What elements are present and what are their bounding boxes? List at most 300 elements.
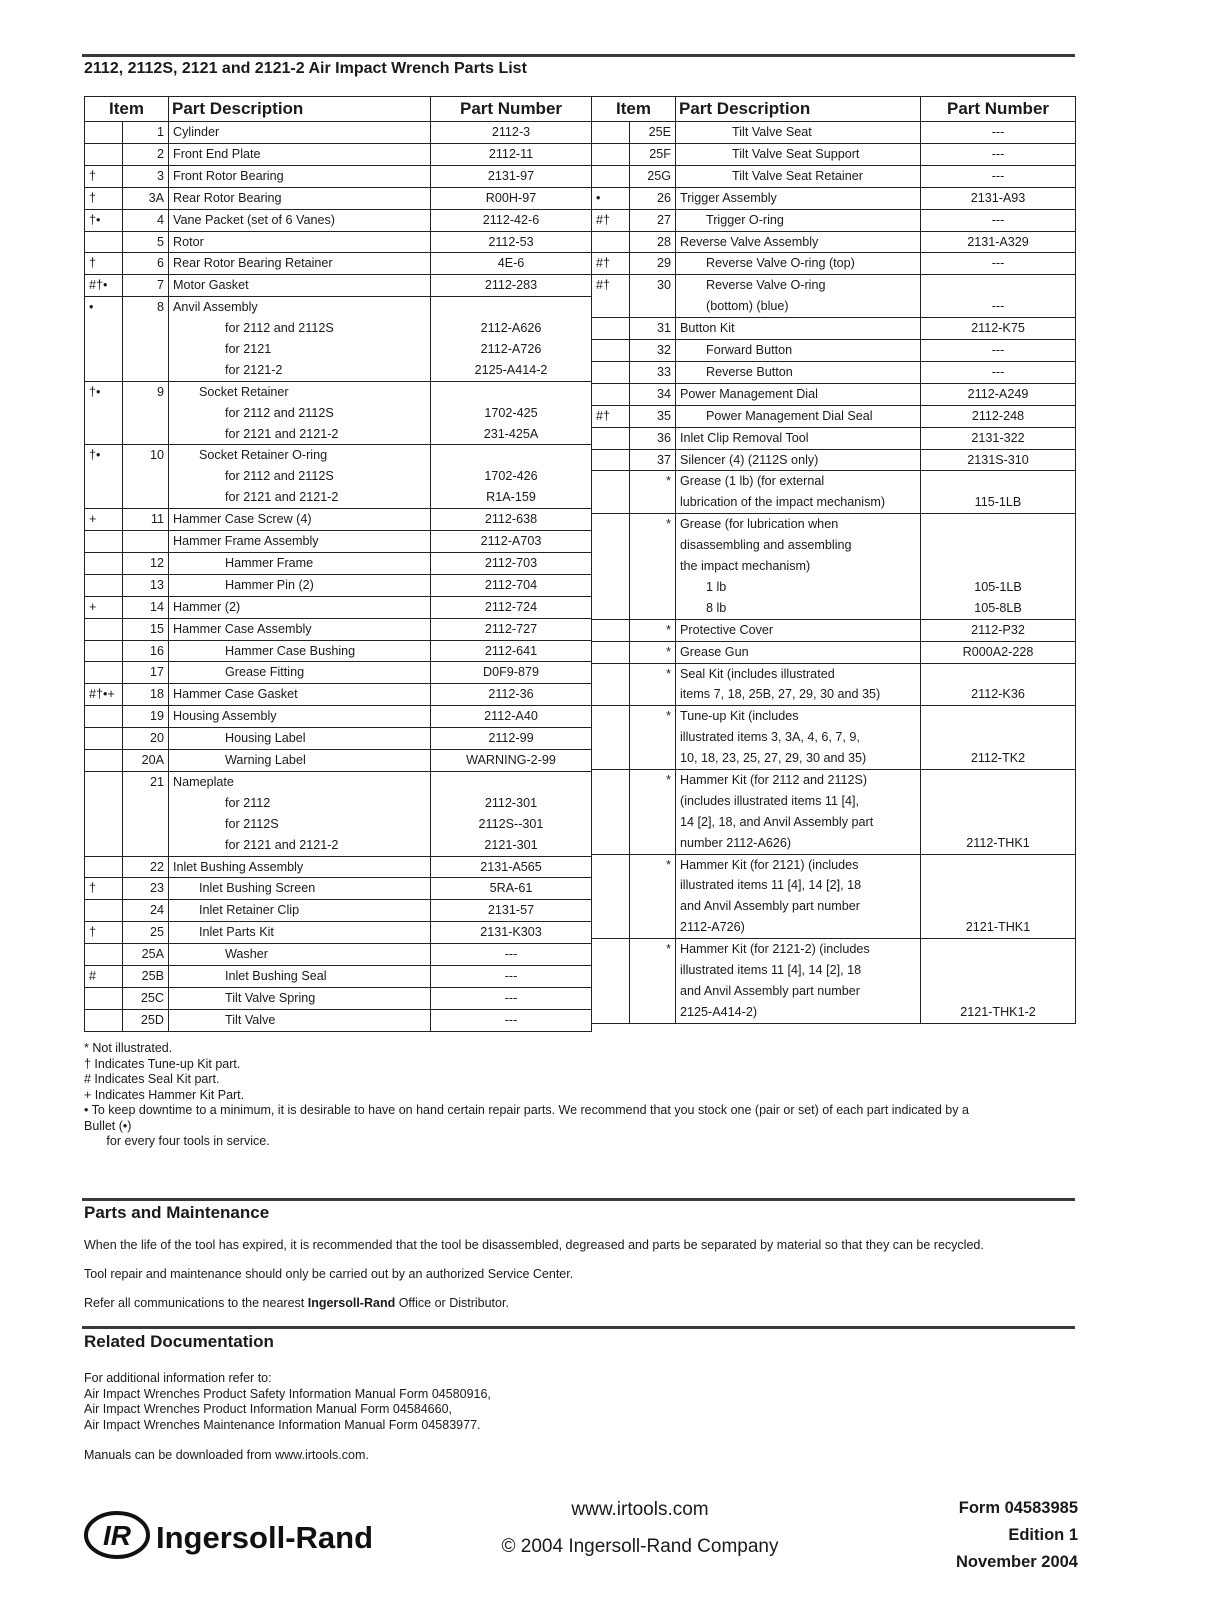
kit-marker bbox=[85, 122, 123, 144]
part-description bbox=[676, 769, 921, 854]
part-number-line: 2112-A726 bbox=[480, 342, 542, 357]
part-number-line: 2112-A40 bbox=[484, 709, 538, 724]
kit-marker: †• bbox=[85, 209, 123, 231]
item-number: 29 bbox=[630, 253, 676, 275]
table-row bbox=[85, 988, 592, 1010]
description-line: Hammer Frame bbox=[225, 555, 314, 570]
table-row bbox=[85, 944, 592, 966]
doc-line: For additional information refer to: bbox=[84, 1371, 272, 1385]
kit-marker bbox=[592, 619, 630, 641]
part-number-line: 2131-A329 bbox=[967, 234, 1029, 249]
item-number bbox=[123, 531, 169, 553]
table-row bbox=[85, 509, 592, 531]
part-description bbox=[169, 944, 431, 966]
description-line: Tilt Valve Seat Support bbox=[732, 146, 860, 161]
part-number-line: 2112-283 bbox=[484, 278, 538, 293]
part-number-line: --- bbox=[991, 256, 1005, 271]
description-line: Inlet Retainer Clip bbox=[199, 903, 300, 918]
table-row bbox=[85, 253, 592, 275]
item-number: 37 bbox=[630, 449, 676, 471]
part-description bbox=[676, 143, 921, 165]
table-row bbox=[592, 641, 1076, 663]
part-number-line: 2125-A414-2 bbox=[474, 362, 548, 377]
item-number: 6 bbox=[123, 253, 169, 275]
description-line: for 2112 bbox=[225, 795, 271, 810]
part-number bbox=[921, 231, 1076, 253]
part-number-line bbox=[925, 960, 1071, 981]
kit-marker bbox=[85, 856, 123, 878]
item-number: 35 bbox=[630, 405, 676, 427]
description-line: Reverse Valve O-ring bbox=[706, 278, 826, 293]
item-number: 25D bbox=[123, 1009, 169, 1031]
kit-marker bbox=[592, 383, 630, 405]
table-row bbox=[592, 275, 1076, 318]
part-number bbox=[921, 383, 1076, 405]
table-row bbox=[592, 143, 1076, 165]
company-name: Ingersoll-Rand bbox=[307, 1296, 396, 1310]
table-row bbox=[592, 209, 1076, 231]
description-line: Front Rotor Bearing bbox=[173, 168, 284, 183]
part-description bbox=[676, 405, 921, 427]
footnote-line: + Indicates Hammer Kit Part. bbox=[84, 1087, 245, 1102]
description-line: number 2112-A626) bbox=[680, 835, 792, 850]
table-row bbox=[85, 772, 592, 857]
description-line: Housing Assembly bbox=[173, 709, 277, 724]
item-number: 31 bbox=[630, 318, 676, 340]
table-row bbox=[85, 618, 592, 640]
kit-marker bbox=[592, 471, 630, 514]
kit-marker: † bbox=[85, 878, 123, 900]
part-number bbox=[431, 900, 592, 922]
table-row bbox=[592, 514, 1076, 619]
header-part-number: Part Number bbox=[921, 97, 1076, 122]
kit-marker bbox=[592, 939, 630, 1024]
description-line: for 2112 and 2112S bbox=[225, 405, 334, 420]
item-number: 19 bbox=[123, 706, 169, 728]
part-number bbox=[921, 619, 1076, 641]
part-number bbox=[431, 966, 592, 988]
table-row bbox=[85, 900, 592, 922]
description-line: Silencer (4) (2112S only) bbox=[680, 452, 819, 467]
part-description bbox=[169, 988, 431, 1010]
part-number-line bbox=[925, 770, 1071, 791]
kit-marker: †• bbox=[85, 445, 123, 509]
kit-marker: #†•+ bbox=[85, 684, 123, 706]
part-number bbox=[921, 854, 1076, 939]
table-header bbox=[592, 97, 1076, 122]
description-line: Tilt Valve bbox=[225, 1012, 276, 1027]
table-row bbox=[85, 231, 592, 253]
description-line: for 2112 and 2112S bbox=[225, 469, 334, 484]
item-number: * bbox=[630, 641, 676, 663]
table-row bbox=[85, 445, 592, 509]
item-number: 36 bbox=[630, 427, 676, 449]
part-number bbox=[431, 297, 592, 382]
kit-marker: † bbox=[85, 253, 123, 275]
item-number: 8 bbox=[123, 297, 169, 382]
part-number-line: 115-1LB bbox=[974, 495, 1022, 510]
item-number: 12 bbox=[123, 552, 169, 574]
part-number-line: 2121-301 bbox=[484, 837, 538, 852]
description-line: for 2121 and 2121-2 bbox=[225, 426, 339, 441]
table-row bbox=[592, 449, 1076, 471]
table-row bbox=[592, 231, 1076, 253]
table-row bbox=[85, 966, 592, 988]
kit-marker: • bbox=[85, 297, 123, 382]
description-line: (bottom) (blue) bbox=[706, 299, 789, 314]
kit-marker bbox=[592, 449, 630, 471]
part-description bbox=[169, 1009, 431, 1031]
part-description bbox=[676, 939, 921, 1024]
kit-marker bbox=[85, 552, 123, 574]
part-number bbox=[921, 663, 1076, 706]
description-line: Vane Packet (set of 6 Vanes) bbox=[173, 212, 335, 227]
parts-table-right bbox=[591, 96, 1076, 1024]
description-line: for 2121 and 2121-2 bbox=[225, 837, 339, 852]
part-number-line: 2112-A703 bbox=[480, 534, 542, 549]
part-number bbox=[431, 944, 592, 966]
part-number bbox=[921, 340, 1076, 362]
table-row bbox=[85, 143, 592, 165]
description-line: Hammer Kit (for 2121-2) (includes bbox=[680, 942, 870, 957]
part-number bbox=[921, 939, 1076, 1024]
item-number: 25 bbox=[123, 922, 169, 944]
logo-wordmark: Ingersoll-Rand bbox=[156, 1520, 374, 1555]
part-number-line: --- bbox=[991, 168, 1005, 183]
kit-marker bbox=[85, 531, 123, 553]
header-part-number: Part Number bbox=[431, 97, 592, 122]
part-description bbox=[169, 253, 431, 275]
part-number-line bbox=[925, 791, 1071, 812]
table-row bbox=[592, 769, 1076, 854]
description-line: Protective Cover bbox=[680, 622, 774, 637]
kit-marker bbox=[592, 318, 630, 340]
item-number: 27 bbox=[630, 209, 676, 231]
kit-marker bbox=[85, 618, 123, 640]
description-line: Cylinder bbox=[173, 125, 220, 139]
part-number-line: 2112-3 bbox=[491, 125, 531, 139]
part-description bbox=[169, 209, 431, 231]
item-number: 10 bbox=[123, 445, 169, 509]
parts-maintenance-heading: Parts and Maintenance bbox=[84, 1203, 270, 1222]
table-row bbox=[592, 619, 1076, 641]
contact-text: Refer all communications to the nearest bbox=[84, 1296, 308, 1310]
svg-text:IR: IR bbox=[103, 1520, 131, 1551]
kit-marker bbox=[592, 231, 630, 253]
item-number: 25C bbox=[123, 988, 169, 1010]
part-number bbox=[431, 122, 592, 144]
description-line: Nameplate bbox=[173, 775, 234, 790]
description-line: Motor Gasket bbox=[173, 278, 249, 293]
item-number: 22 bbox=[123, 856, 169, 878]
description-line: Seal Kit (includes illustrated bbox=[680, 666, 835, 681]
table-row bbox=[592, 427, 1076, 449]
table-row bbox=[85, 922, 592, 944]
kit-marker: #†• bbox=[85, 275, 123, 297]
description-line: Trigger Assembly bbox=[680, 190, 777, 205]
kit-marker bbox=[85, 143, 123, 165]
part-number-line: 5RA-61 bbox=[489, 881, 533, 896]
part-number-line: 2131S-310 bbox=[967, 452, 1029, 467]
part-number-line: 231-425A bbox=[483, 426, 539, 441]
part-description bbox=[169, 275, 431, 297]
part-number bbox=[431, 143, 592, 165]
part-number bbox=[431, 209, 592, 231]
description-line: Front End Plate bbox=[173, 146, 261, 161]
part-number bbox=[431, 275, 592, 297]
part-number bbox=[431, 445, 592, 509]
part-number-line: 2112-727 bbox=[484, 621, 538, 636]
part-description bbox=[676, 165, 921, 187]
kit-marker bbox=[85, 988, 123, 1010]
table-row bbox=[592, 383, 1076, 405]
part-description bbox=[676, 471, 921, 514]
item-number: 32 bbox=[630, 340, 676, 362]
kit-marker: #† bbox=[592, 405, 630, 427]
part-number bbox=[921, 143, 1076, 165]
description-line: Hammer (2) bbox=[173, 599, 241, 614]
part-number-line: 2131-A565 bbox=[480, 859, 542, 874]
part-number bbox=[431, 574, 592, 596]
footnotes bbox=[84, 1041, 1064, 1150]
description-line: Inlet Clip Removal Tool bbox=[680, 430, 809, 445]
description-line: items 7, 18, 25B, 27, 29, 30 and 35) bbox=[680, 687, 881, 702]
kit-marker: #† bbox=[592, 209, 630, 231]
item-number: 3A bbox=[123, 187, 169, 209]
part-number bbox=[921, 641, 1076, 663]
kit-marker: † bbox=[85, 165, 123, 187]
part-number bbox=[431, 1009, 592, 1031]
kit-marker bbox=[85, 900, 123, 922]
part-number bbox=[921, 405, 1076, 427]
description-line: 2125-A414-2) bbox=[680, 1004, 758, 1019]
description-line: Grease Fitting bbox=[225, 665, 305, 680]
part-number bbox=[431, 531, 592, 553]
part-description bbox=[676, 663, 921, 706]
part-description bbox=[169, 574, 431, 596]
kit-marker bbox=[85, 231, 123, 253]
description-line: and Anvil Assembly part number bbox=[680, 983, 860, 998]
form-number: Form 04583985 bbox=[958, 1499, 1078, 1517]
part-number-line: 2131-322 bbox=[971, 430, 1025, 445]
recycle-paragraph: When the life of the tool has expired, it is recommended that the tool be disassembled, degreased and parts be separated by material so that they can be recycled. bbox=[84, 1238, 984, 1252]
part-number bbox=[431, 662, 592, 684]
part-number-line bbox=[925, 514, 1071, 535]
description-line: 10, 18, 23, 25, 27, 29, 30 and 35) bbox=[680, 751, 867, 766]
description-line: illustrated items 11 [4], 14 [2], 18 bbox=[680, 962, 862, 977]
table-row bbox=[85, 122, 592, 144]
part-number bbox=[921, 318, 1076, 340]
service-paragraph: Tool repair and maintenance should only be carried out by an authorized Service Center. bbox=[84, 1267, 574, 1281]
part-number-line: 2112S--301 bbox=[478, 816, 544, 831]
description-line: Rotor bbox=[173, 234, 204, 249]
part-number bbox=[921, 187, 1076, 209]
part-number bbox=[431, 856, 592, 878]
part-number bbox=[921, 361, 1076, 383]
item-number: * bbox=[630, 471, 676, 514]
item-number: 21 bbox=[123, 772, 169, 857]
edition: Edition 1 bbox=[1008, 1526, 1078, 1544]
description-line: Hammer Case Bushing bbox=[225, 643, 356, 658]
part-number bbox=[431, 706, 592, 728]
item-number: 25A bbox=[123, 944, 169, 966]
part-number-line: --- bbox=[991, 146, 1005, 161]
item-number: 7 bbox=[123, 275, 169, 297]
part-number-line bbox=[925, 664, 1071, 685]
part-number-line: --- bbox=[991, 299, 1005, 314]
part-number bbox=[431, 253, 592, 275]
description-line: Hammer Pin (2) bbox=[225, 577, 314, 592]
part-number-line bbox=[925, 855, 1071, 876]
table-row bbox=[592, 361, 1076, 383]
table-row bbox=[85, 1009, 592, 1031]
description-line: Inlet Bushing Screen bbox=[199, 881, 316, 896]
table-row bbox=[85, 297, 592, 382]
table-row bbox=[592, 122, 1076, 144]
table-row bbox=[592, 165, 1076, 187]
part-description bbox=[169, 856, 431, 878]
description-line: Hammer Case Assembly bbox=[173, 621, 312, 636]
doc-line: Air Impact Wrenches Product Information Manual Form 04584660, bbox=[84, 1402, 452, 1416]
part-number bbox=[921, 471, 1076, 514]
description-line: Reverse Valve Assembly bbox=[680, 234, 819, 249]
part-number-line bbox=[925, 535, 1071, 556]
description-line: for 2121-2 bbox=[225, 362, 283, 377]
table-row bbox=[592, 187, 1076, 209]
part-number-line: D0F9-879 bbox=[482, 665, 539, 680]
item-number: 4 bbox=[123, 209, 169, 231]
part-number-line bbox=[925, 275, 1071, 296]
doc-line: Air Impact Wrenches Product Safety Information Manual Form 04580916, bbox=[84, 1386, 491, 1401]
part-description bbox=[676, 383, 921, 405]
copyright: © 2004 Ingersoll-Rand Company bbox=[501, 1536, 779, 1557]
part-description bbox=[169, 297, 431, 382]
description-line: Hammer Frame Assembly bbox=[173, 534, 319, 549]
description-line: Inlet Bushing Seal bbox=[225, 969, 327, 984]
item-number: * bbox=[630, 706, 676, 770]
part-description bbox=[169, 618, 431, 640]
description-line: Grease (1 lb) (for external bbox=[680, 474, 825, 489]
table-row bbox=[85, 706, 592, 728]
kit-marker: † bbox=[85, 922, 123, 944]
table-row bbox=[85, 574, 592, 596]
part-number bbox=[921, 449, 1076, 471]
item-number: 30 bbox=[630, 275, 676, 318]
item-number: * bbox=[630, 514, 676, 619]
website-url: www.irtools.com bbox=[571, 1499, 709, 1520]
kit-marker bbox=[85, 706, 123, 728]
part-number bbox=[431, 922, 592, 944]
description-line: Inlet Parts Kit bbox=[199, 925, 274, 940]
part-description bbox=[676, 253, 921, 275]
footnote-line: Bullet (•) bbox=[84, 1118, 132, 1133]
description-line: Washer bbox=[225, 947, 268, 962]
publish-date: November 2004 bbox=[956, 1553, 1078, 1571]
part-description bbox=[169, 772, 431, 857]
part-number-line: 2112-K36 bbox=[971, 687, 1025, 702]
table-row bbox=[85, 209, 592, 231]
item-number: 16 bbox=[123, 640, 169, 662]
part-number-line: 2112-P32 bbox=[971, 622, 1025, 637]
part-number-line: 2112-A626 bbox=[480, 321, 542, 336]
description-line: Tune-up Kit (includes bbox=[680, 709, 799, 724]
part-description bbox=[169, 187, 431, 209]
item-number: 15 bbox=[123, 618, 169, 640]
part-number-line bbox=[925, 939, 1071, 960]
part-description bbox=[169, 684, 431, 706]
item-number: * bbox=[630, 769, 676, 854]
part-number-line: 2131-97 bbox=[487, 168, 535, 183]
top-rule bbox=[82, 54, 1075, 57]
item-number: 14 bbox=[123, 596, 169, 618]
table-row bbox=[592, 405, 1076, 427]
table-row bbox=[85, 878, 592, 900]
kit-marker bbox=[85, 662, 123, 684]
part-number-line: --- bbox=[991, 212, 1005, 227]
description-line: Warning Label bbox=[225, 753, 306, 768]
table-row bbox=[85, 640, 592, 662]
part-number-line: 2112-THK1 bbox=[966, 835, 1030, 850]
footnote-line: † Indicates Tune-up Kit part. bbox=[84, 1056, 241, 1071]
part-number-line bbox=[925, 471, 1071, 492]
description-line: Hammer Case Gasket bbox=[173, 687, 298, 702]
part-description bbox=[676, 122, 921, 144]
part-number-line bbox=[925, 556, 1071, 577]
part-number-line: 2112-99 bbox=[488, 731, 534, 746]
part-number bbox=[921, 122, 1076, 144]
kit-marker: # bbox=[85, 966, 123, 988]
part-number-line: 2112-36 bbox=[488, 687, 534, 702]
footnote-line: for every four tools in service. bbox=[96, 1134, 270, 1148]
part-description bbox=[676, 318, 921, 340]
description-line: Tilt Valve Seat bbox=[732, 125, 812, 139]
related-docs-heading: Related Documentation bbox=[84, 1332, 274, 1351]
item-number: 18 bbox=[123, 684, 169, 706]
part-description bbox=[169, 122, 431, 144]
description-line: lubrication of the impact mechanism) bbox=[680, 495, 886, 510]
description-line: Hammer Kit (for 2112 and 2112S) bbox=[680, 772, 868, 787]
description-line: Reverse Button bbox=[706, 364, 793, 379]
part-description bbox=[169, 552, 431, 574]
part-number bbox=[431, 988, 592, 1010]
part-number-line: --- bbox=[991, 125, 1005, 139]
part-number-line: 2112-704 bbox=[484, 577, 538, 592]
ingersoll-rand-logo bbox=[84, 1510, 414, 1560]
description-line: Socket Retainer bbox=[199, 384, 289, 399]
kit-marker bbox=[85, 750, 123, 772]
part-description bbox=[676, 641, 921, 663]
table-row bbox=[592, 854, 1076, 939]
part-number-line bbox=[925, 706, 1071, 727]
part-number-line bbox=[435, 445, 587, 466]
part-description bbox=[169, 662, 431, 684]
item-number: 9 bbox=[123, 381, 169, 445]
description-line: for 2112S bbox=[225, 816, 279, 831]
item-number: 33 bbox=[630, 361, 676, 383]
kit-marker bbox=[592, 122, 630, 144]
part-description bbox=[676, 619, 921, 641]
description-line: Button Kit bbox=[680, 321, 735, 336]
description-line: (includes illustrated items 11 [4], bbox=[680, 793, 859, 808]
part-number-line: 2121-THK1 bbox=[965, 920, 1031, 935]
item-number: 3 bbox=[123, 165, 169, 187]
part-description bbox=[169, 381, 431, 445]
part-number-line: 2112-724 bbox=[484, 599, 538, 614]
kit-marker bbox=[592, 706, 630, 770]
table-row bbox=[85, 552, 592, 574]
item-number: 25E bbox=[630, 122, 676, 144]
section-rule bbox=[82, 1198, 1075, 1201]
